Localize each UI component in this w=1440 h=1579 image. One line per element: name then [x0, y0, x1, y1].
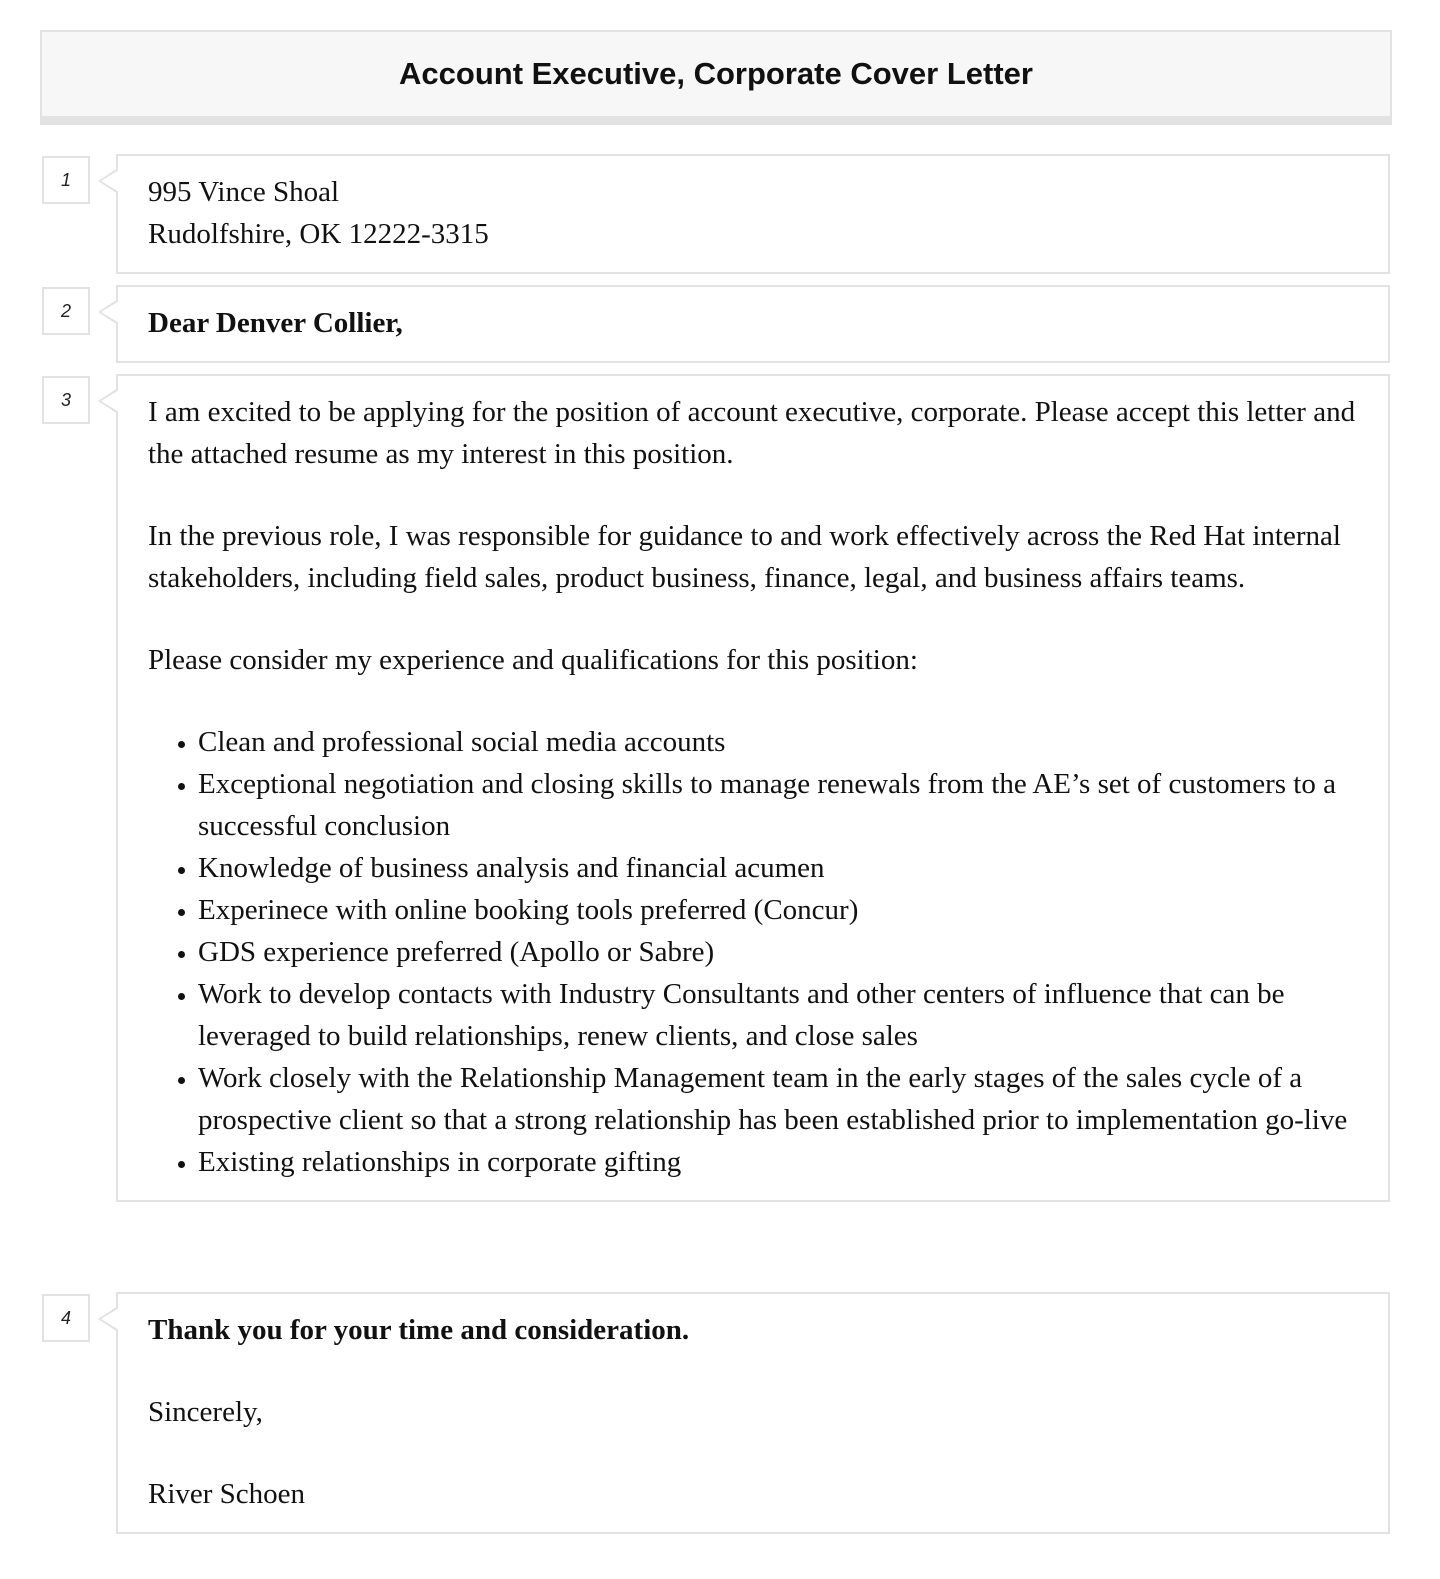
body-section: [116, 374, 1390, 1202]
thanks-line: Thank you for your time and consideration.: [148, 1314, 690, 1346]
address-line-2: Rudolfshire, OK 12222-3315: [148, 218, 489, 250]
qualification-item: • Experinece with online booking tools preferred (Concur): [198, 889, 1358, 931]
qualification-item: • Knowledge of business analysis and financial acumen: [198, 847, 1358, 889]
qualification-item: • Exceptional negotiation and closing skills to manage renewals from the AE’s set of customers to a successful conclusion: [198, 763, 1358, 847]
qualification-item: • Existing relationships in corporate gifting: [198, 1141, 1358, 1183]
signature: River Schoen: [148, 1478, 306, 1510]
section-number-4: 4: [42, 1294, 90, 1342]
qualification-item: • Clean and professional social media accounts: [198, 721, 1358, 763]
greeting-section: [116, 285, 1390, 363]
address-section: [116, 154, 1390, 274]
qualification-item: • Work closely with the Relationship Management team in the early stages of the sales cycle of a prospective client so that a strong relationship has been established prior to implementation go-live: [198, 1057, 1358, 1141]
greeting: Dear Denver Collier,: [148, 307, 403, 339]
page-header: [40, 30, 1392, 125]
qualifications-list: [148, 721, 1358, 1183]
closing-line: Sincerely,: [148, 1396, 263, 1428]
section-number-2: 2: [42, 287, 90, 335]
body-paragraph-1: I am excited to be applying for the position of account executive, corporate. Please accept this letter and the attached resume as my interest in this position.: [148, 396, 1356, 470]
body-paragraph-2: In the previous role, I was responsible for guidance to and work effectively across the Red Hat internal stakeholders, including field sales, product business, finance, legal, and business affairs teams.: [148, 520, 1341, 594]
address-line-1: 995 Vince Shoal: [148, 176, 340, 208]
closing-section: [116, 1292, 1390, 1534]
section-number-3: 3: [42, 376, 90, 424]
body-paragraph-3: Please consider my experience and qualifications for this position:: [148, 644, 918, 676]
page-title: Account Executive, Corporate Cover Letter: [399, 56, 1033, 91]
section-number-1: 1: [42, 156, 90, 204]
qualification-item: • GDS experience preferred (Apollo or Sabre): [198, 931, 1358, 973]
qualification-item: • Work to develop contacts with Industry Consultants and other centers of influence that can be leveraged to build relationships, renew clients, and close sales: [198, 973, 1358, 1057]
